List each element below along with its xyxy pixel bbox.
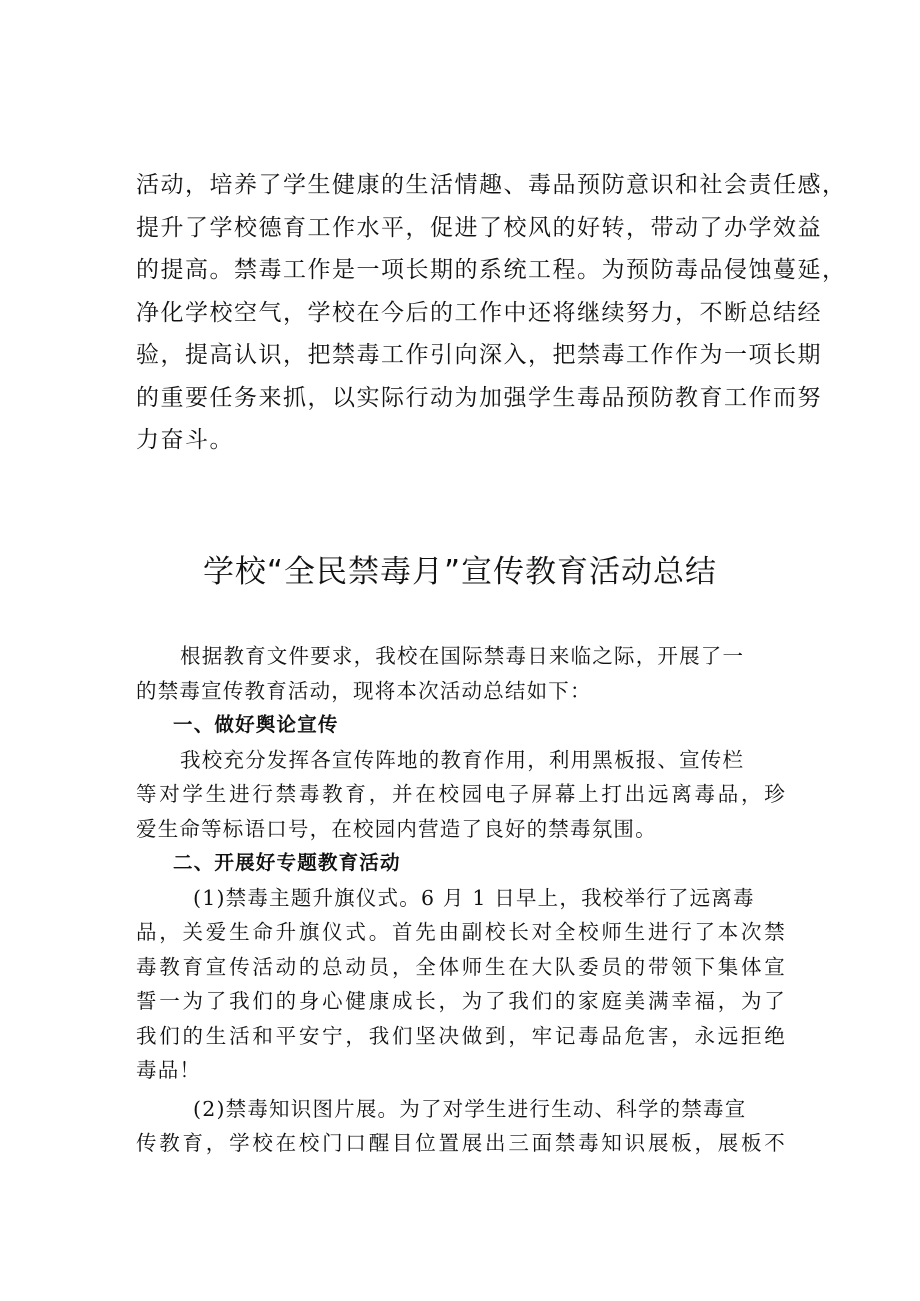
text-line: 提升了学校德育工作水平，促进了校风的好转，带动了办学效益 xyxy=(136,214,822,241)
intro-paragraph xyxy=(136,639,786,708)
continued-paragraph xyxy=(136,164,847,462)
text-line: 誓一为了我们的身心健康成长，为了我们的家庭美满幸福，为了 xyxy=(136,989,786,1013)
text-line: 力奋斗。 xyxy=(136,427,234,453)
section-2-item-1 xyxy=(136,881,786,1088)
text-line: (1)禁毒主题升旗仪式。6 月 1 日早上，我校举行了远离毒 xyxy=(193,885,755,910)
section-2-item-2 xyxy=(136,1092,786,1161)
text-line: 等对学生进行禁毒教育，并在校园电子屏幕上打出远离毒品，珍 xyxy=(136,782,786,806)
section-heading-1: 一、做好舆论宣传 xyxy=(173,713,339,736)
text-line: 传教育，学校在校门口醒目位置展出三面禁毒知识展板，展板不 xyxy=(136,1131,786,1155)
text-line: 活动，培养了学生健康的生活情趣、毒品预防意识和社会责任感， xyxy=(136,172,847,198)
document-body xyxy=(136,639,786,1161)
text-line: (2)禁毒知识图片展。为了对学生进行生动、科学的禁毒宣 xyxy=(193,1096,747,1121)
text-line: 根据教育文件要求，我校在国际禁毒日来临之际，开展了一 xyxy=(180,644,745,668)
section-heading-2: 二、开展好专题教育活动 xyxy=(173,851,401,874)
section-1-paragraph xyxy=(136,743,786,847)
text-line: 爱生命等标语口号，在校园内营造了良好的禁毒氛围。 xyxy=(136,816,657,841)
text-line: 的提高。禁毒工作是一项长期的系统工程。为预防毒品侵蚀蔓延， xyxy=(136,257,847,283)
text-line: 毒教育宣传活动的总动员，全体师生在大队委员的带领下集体宣 xyxy=(136,954,786,979)
text-line: 净化学校空气，学校在今后的工作中还将继续努力，不断总结经 xyxy=(136,299,822,326)
text-line: 毒品！ xyxy=(136,1058,202,1082)
document-title: 学校“全民禁毒月”宣传教育活动总结 xyxy=(202,554,718,590)
text-line: 的重要任务来抓，以实际行动为加强学生毒品预防教育工作而努 xyxy=(136,384,822,411)
text-line: 我校充分发挥各宣传阵地的教育作用，利用黑板报、宣传栏 xyxy=(180,747,745,772)
text-line: 验，提高认识，把禁毒工作引向深入，把禁毒工作作为一项长期 xyxy=(136,342,822,368)
text-line: 品，关爱生命升旗仪式。首先由副校长对全校师生进行了本次禁 xyxy=(136,920,786,944)
text-line: 我们的生活和平安宁，我们坚决做到，牢记毒品危害，永远拒绝 xyxy=(136,1023,786,1048)
text-line: 的禁毒宣传教育活动，现将本次活动总结如下： xyxy=(136,678,592,703)
